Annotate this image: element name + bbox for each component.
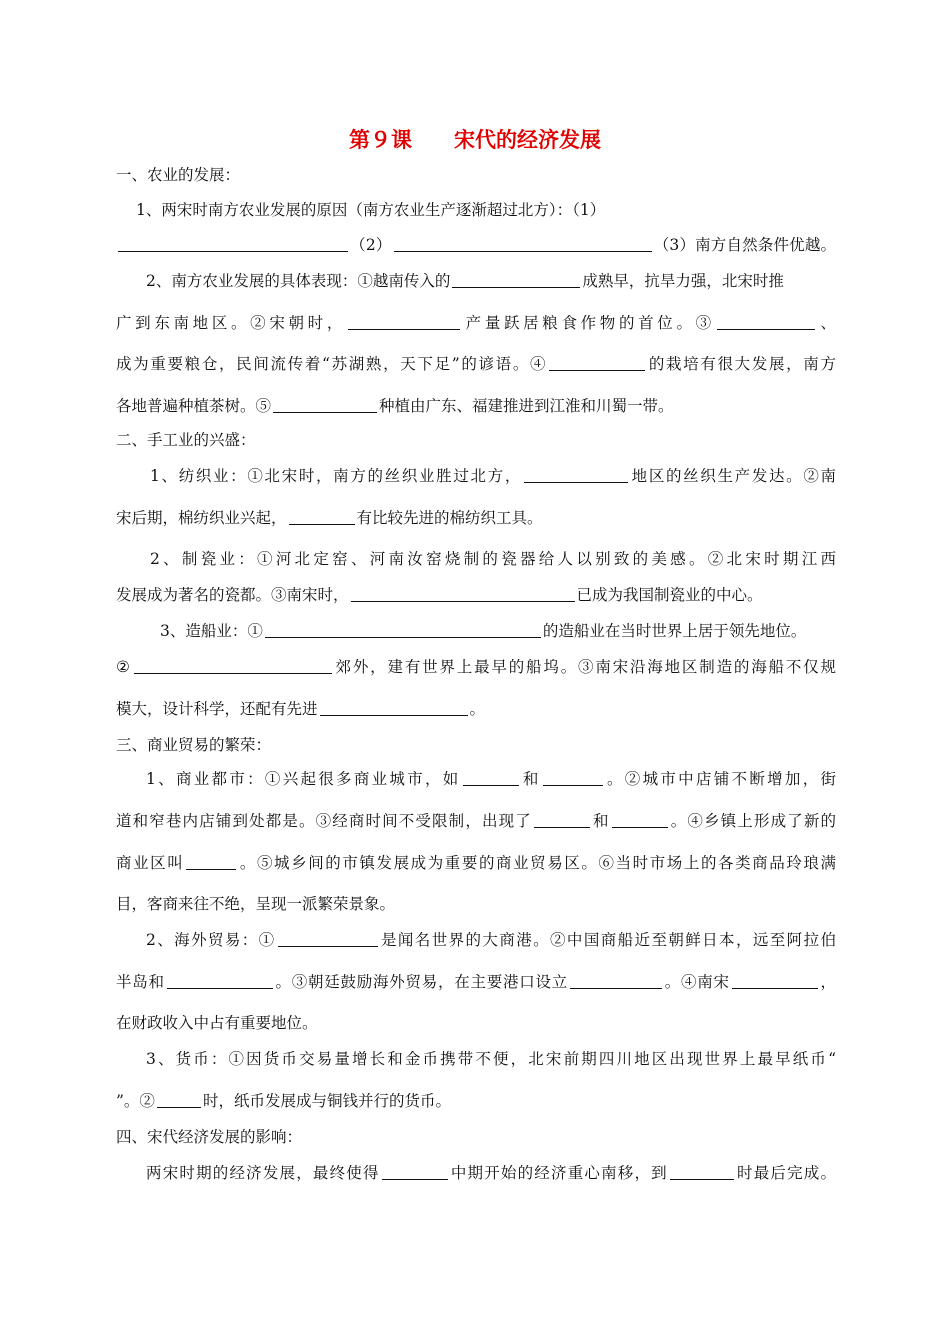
text-segment: 有比较先进的棉纺织工具。 [356,509,543,527]
paragraph-line [150,465,836,487]
fill-blank[interactable] [524,466,628,483]
paragraph-line [116,810,836,832]
paragraph-line [116,971,836,993]
fill-blank[interactable] [265,621,541,638]
fill-blank[interactable] [549,354,645,371]
fill-blank[interactable] [670,1163,734,1180]
text-segment: 各地普遍种植茶树。⑤ [116,397,272,415]
fill-blank[interactable] [167,972,273,989]
text-segment: 3、造船业：① [160,622,263,640]
paragraph-line [116,234,836,256]
text-segment: 。④乡镇上形成了新的 [669,812,836,830]
text-segment: 郊外，建有世界上最早的船坞。③南宋沿海地区制造的海船不仅规 [333,658,836,676]
paragraph-line [146,270,784,292]
fill-blank[interactable] [394,235,652,252]
paragraph-line [146,1162,836,1184]
fill-blank[interactable] [351,585,575,602]
text-segment: 二、手工业的兴盛： [116,431,256,449]
text-segment: 宋后期，棉纺织业兴起， [116,509,287,527]
fill-blank[interactable] [348,313,460,330]
text-segment: 半岛和 [116,973,165,991]
fill-blank[interactable] [612,811,668,828]
text-segment: 时最后完成。 [735,1164,836,1182]
paragraph-line [160,620,806,642]
paragraph-line [116,584,763,606]
fill-blank[interactable] [382,1163,448,1180]
text-segment: 模大，设计科学，还配有先进 [116,700,318,718]
paragraph-line [116,1090,451,1112]
paragraph-line [116,893,395,915]
text-segment: （2） [350,236,392,254]
text-segment: 目，客商来往不绝，呈现一派繁荣景象。 [116,895,396,913]
paragraph-line [116,852,836,874]
section-heading-agriculture [116,164,240,186]
text-segment: ， [819,973,836,991]
fill-blank[interactable] [157,1091,201,1108]
paragraph-line [116,395,674,417]
section-heading-impact [116,1126,302,1148]
paragraph-line [116,698,485,720]
fill-blank[interactable] [570,972,662,989]
fill-blank[interactable] [732,972,818,989]
text-segment: 中期开始的经济重心南移，到 [449,1164,668,1182]
text-segment: 和 [520,770,541,788]
paragraph-line [146,1048,836,1070]
paragraph-line [116,656,836,678]
text-segment: 两宋时期的经济发展，最终使得 [146,1164,380,1182]
text-segment: 三、商业贸易的繁荣： [116,736,272,754]
text-segment: 的栽培有很大发展，南方 [647,355,836,373]
fill-blank[interactable] [717,313,815,330]
fill-blank[interactable] [186,853,236,870]
text-segment: 道和窄巷内店铺到处都是。③经商时间不受限制，出现了 [116,812,532,830]
text-segment: 。 [469,700,486,718]
text-segment: （3）南方自然条件优越。 [653,236,836,254]
text-segment: 成为重要粮仓，民间流传着“苏湖熟，天下足”的谚语。④ [116,355,548,373]
text-segment: 是闻名世界的大商港。②中国商船近至朝鲜日本，远至阿拉伯 [379,931,836,949]
text-segment: 、 [816,314,836,332]
text-segment: 2、南方农业发展的具体表现：①越南传入的 [146,272,451,290]
fill-blank[interactable] [534,811,590,828]
text-segment: 1、两宋时南方农业发展的原因（南方农业生产逐渐超过北方）：（1） [136,201,606,219]
paragraph-line [116,312,836,334]
fill-blank[interactable] [463,769,519,786]
text-segment: 时，纸币发展成与铜钱并行的货币。 [202,1092,451,1110]
text-segment: ② [116,658,132,676]
fill-blank[interactable] [452,271,580,288]
text-segment: 种植由广东、福建推进到江淮和川蜀一带。 [379,397,674,415]
text-segment: 的造船业在当时世界上居于领先地位。 [542,622,807,640]
text-segment: 3、货币：①因货币交易量增长和金币携带不便，北宋前期四川地区出现世界上最早纸币“ [146,1050,836,1068]
fill-blank[interactable] [134,657,332,674]
text-segment: 。④南宋 [663,973,730,991]
text-segment: 。⑤城乡间的市镇发展成为重要的商业贸易区。⑥当时市场上的各类商品玲琅满 [238,854,836,872]
text-segment: 发展成为著名的瓷都。③南宋时， [116,586,349,604]
text-segment: 在财政收入中占有重要地位。 [116,1014,318,1032]
section-heading-commerce [116,734,271,756]
paragraph-line [146,929,836,951]
section-heading-handicraft [116,429,256,451]
text-segment: ”。② [116,1092,155,1110]
text-segment: 一、农业的发展： [116,166,241,184]
text-segment: 四、宋代经济发展的影响： [116,1128,303,1146]
fill-blank[interactable] [543,769,603,786]
fill-blank[interactable] [289,508,355,525]
text-segment: 2、制瓷业：①河北定窑、河南汝窑烧制的瓷器给人以别致的美感。②北宋时期江西 [150,550,836,568]
text-segment: 1、纺织业：①北宋时，南方的丝织业胜过北方， [150,467,522,485]
text-segment: 1、商业都市：①兴起很多商业城市，如 [146,770,461,788]
fill-blank[interactable] [273,396,377,413]
text-segment: 产量跃居粮食作物的首位。③ [461,314,715,332]
paragraph-line [116,353,836,375]
text-segment: 广到东南地区。②宋朝时， [116,314,346,332]
text-segment: 。②城市中店铺不断增加，街 [604,770,836,788]
paragraph-line [116,1012,318,1034]
text-segment: 和 [591,812,610,830]
paragraph-line [116,507,543,529]
text-segment: 2、海外贸易：① [146,931,276,949]
paragraph-line [150,548,836,570]
paragraph-line [136,199,605,221]
fill-blank[interactable] [118,235,348,252]
text-segment: 商业区叫 [116,854,185,872]
fill-blank[interactable] [278,930,378,947]
text-segment: 已成为我国制瓷业的中心。 [576,586,763,604]
text-segment: 地区的丝织生产发达。②南 [630,467,836,485]
text-segment: 成熟早，抗旱力强，北宋时推 [582,272,784,290]
paragraph-line [146,768,836,790]
text-segment: 。③朝廷鼓励海外贸易，在主要港口设立 [274,973,568,991]
fill-blank[interactable] [320,699,468,716]
page-title: 第９课 宋代的经济发展 [349,128,601,152]
